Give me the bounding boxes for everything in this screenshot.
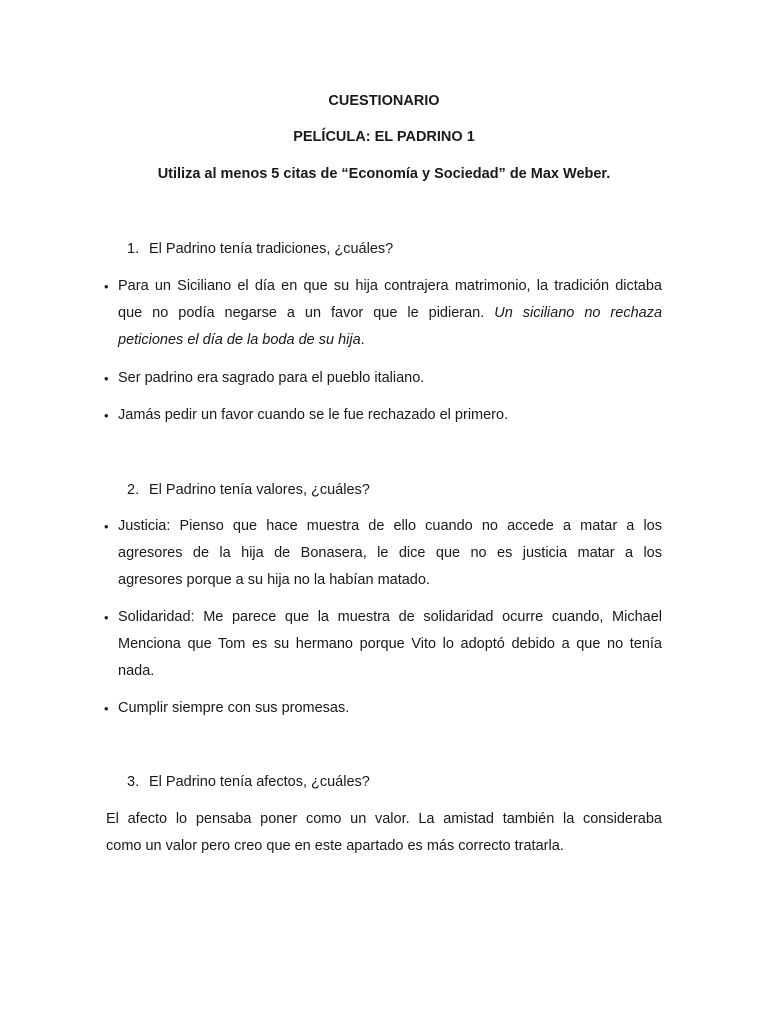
list-item: [104, 365, 662, 392]
document-title: CUESTIONARIO: [328, 93, 440, 109]
question-number: 2.: [127, 482, 140, 498]
quote-text: Un siciliano no rechaza: [494, 305, 663, 321]
document-instruction: Utiliza al menos 5 citas de “Economía y Sociedad” de Max Weber.: [157, 166, 611, 182]
list-item-text: Ser padrino era sagrado para el pueblo italiano.: [118, 370, 425, 386]
paragraph-line: como un valor pero creo que en este apartado es más correcto tratarla.: [106, 838, 564, 854]
question-3: [127, 773, 370, 791]
bullet-icon: •: [104, 610, 109, 625]
list-item-text: Cumplir siempre con sus promesas.: [118, 700, 350, 716]
question-text: El Padrino tenía afectos, ¿cuáles?: [149, 774, 370, 790]
list-item-line: agresores de la hija de Bonasera, le dice que no es justicia matar a los: [118, 545, 662, 561]
bullet-icon: •: [104, 279, 109, 294]
bullet-icon: •: [104, 519, 109, 534]
list-item: [104, 695, 662, 722]
list-item-line: Para un Siciliano el día en que su hija contrajera matrimonio, la tradición dictaba: [118, 278, 662, 294]
list-item: [104, 604, 662, 685]
list-item: [104, 402, 662, 429]
answer-paragraph: [106, 806, 662, 860]
bullet-icon: •: [104, 701, 109, 716]
question-number: 1.: [127, 241, 140, 257]
list-item: [104, 513, 662, 594]
question-1: [127, 240, 393, 258]
quote-text: peticiones el día de la boda de su hija: [118, 332, 361, 348]
paragraph-line: El afecto lo pensaba poner como un valor. La amistad también la consideraba: [106, 811, 662, 827]
list-item: [104, 273, 662, 354]
list-item-line: agresores porque a su hija no la habían matado.: [118, 572, 430, 588]
list-item-text: Jamás pedir un favor cuando se le fue rechazado el primero.: [118, 407, 509, 423]
list-item-line: Solidaridad: Me parece que la muestra de solidaridad ocurre cuando, Michael: [118, 609, 662, 625]
list-item-line: Justicia: Pienso que hace muestra de ello cuando no accede a matar a los: [118, 518, 662, 534]
list-item-line: peticiones el día de la boda de su hija.: [118, 332, 365, 348]
bullet-icon: •: [104, 371, 109, 386]
list-item-line: Menciona que Tom es su hermano porque Vito lo adoptó debido a que no tenía: [118, 636, 662, 652]
bullet-icon: •: [104, 408, 109, 423]
question-text: El Padrino tenía tradiciones, ¿cuáles?: [149, 241, 394, 257]
document-subtitle: PELÍCULA: EL PADRINO 1: [293, 129, 475, 145]
list-item-line: nada.: [118, 663, 155, 679]
list-item-line: que no podía negarse a un favor que le pidieran. Un siciliano no rechaza: [118, 305, 663, 321]
question-number: 3.: [127, 774, 140, 790]
question-text: El Padrino tenía valores, ¿cuáles?: [149, 482, 370, 498]
question-2: [127, 481, 370, 499]
